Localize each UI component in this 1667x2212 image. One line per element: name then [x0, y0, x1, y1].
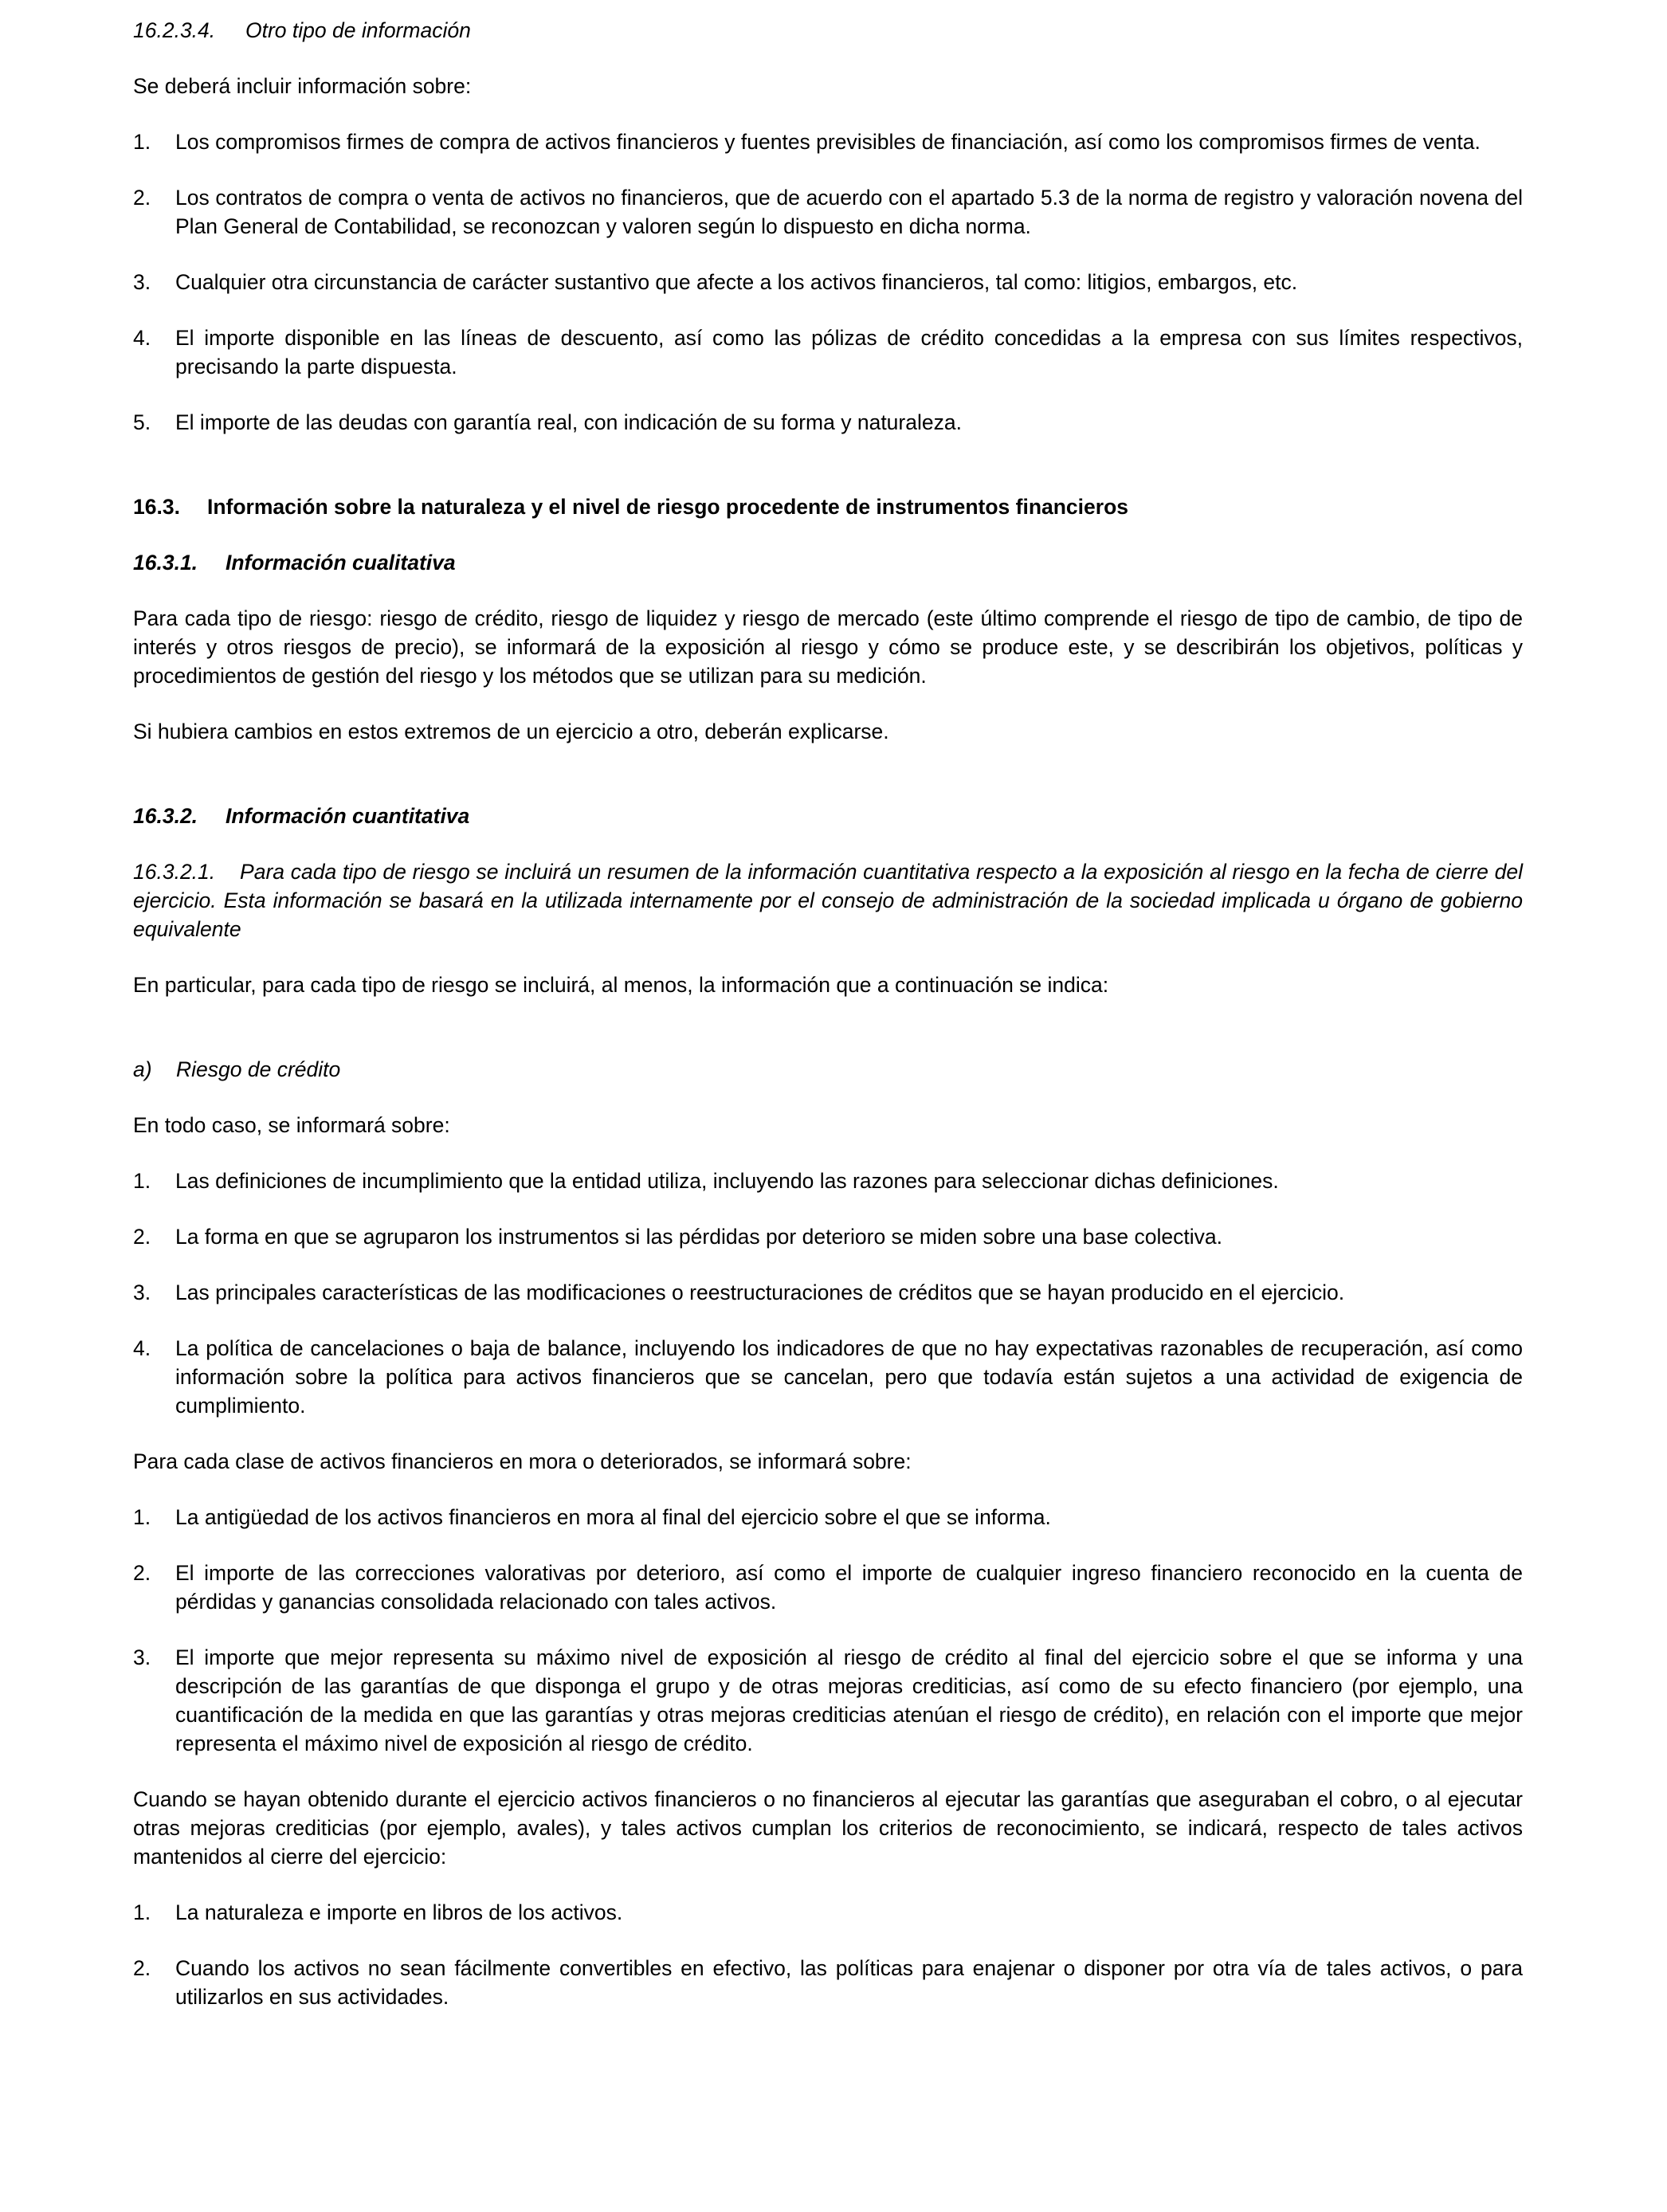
- list-text: El importe de las deudas con garantía real, con indicación de su forma y naturaleza.: [175, 410, 962, 434]
- list-text: El importe disponible en las líneas de descuento, así como las pólizas de crédito concedidas a la empresa con sus límites respectivos, precisando la parte dispuesta.: [175, 326, 1523, 378]
- list-text: El importe de las correcciones valorativas por deterioro, así como el importe de cualquier ingreso financiero reconocido en la cuenta de pérdidas y ganancias consolidada relacionado con tales activos.: [175, 1561, 1523, 1614]
- subheading-title: Riesgo de crédito: [176, 1057, 341, 1081]
- list-item: [133, 1643, 1523, 1758]
- document-page: [133, 16, 1523, 2011]
- list-number: 1.: [133, 1169, 151, 1193]
- subheading-letter: a): [133, 1057, 152, 1081]
- list-number: 2.: [133, 1561, 151, 1585]
- list-item: [133, 1167, 1523, 1195]
- list-number: 3.: [133, 1281, 151, 1304]
- paragraph: Para cada clase de activos financieros en mora o deteriorados, se informará sobre:: [133, 1449, 912, 1473]
- section-number: 16.3.2.: [133, 804, 198, 828]
- list-number: 2.: [133, 1225, 151, 1249]
- paragraph: Se deberá incluir información sobre:: [133, 74, 472, 98]
- paragraph: En todo caso, se informará sobre:: [133, 1113, 450, 1137]
- list-number: 2.: [133, 186, 151, 210]
- subsection-paragraph-16-3-2-1: [133, 857, 1523, 943]
- list-number: 4.: [133, 1336, 151, 1360]
- paragraph: Si hubiera cambios en estos extremos de un ejercicio a otro, deberán explicarse.: [133, 720, 889, 743]
- list-number: 1.: [133, 130, 151, 154]
- list-item: [133, 1222, 1523, 1251]
- list-text: Cuando los activos no sean fácilmente convertibles en efectivo, las políticas para enajenar o disponer por otra vía de tales activos, o para utilizarlos en sus actividades.: [175, 1956, 1523, 2009]
- list-number: 1.: [133, 1900, 151, 1924]
- section-heading-16-2-3-4: [133, 16, 1523, 45]
- list-item: [133, 183, 1523, 241]
- list-text: Los contratos de compra o venta de activos no financieros, que de acuerdo con el apartado 5.3 de la norma de registro y valoración novena del Plan General de Contabilidad, se reconozcan y valoren según lo dispuesto en dicha norma.: [175, 186, 1523, 238]
- list-item: [133, 268, 1523, 296]
- list-text: La política de cancelaciones o baja de balance, incluyendo los indicadores de que no hay expectativas razonables de recuperación, así como información sobre la política para activos financieros que se cancelan, pero que todavía están sujetos a una actividad de exigencia de cumplimiento.: [175, 1336, 1523, 1418]
- list-item: [133, 1334, 1523, 1420]
- list-number: 4.: [133, 326, 151, 350]
- paragraph: Cuando se hayan obtenido durante el ejercicio activos financieros o no financieros al ejecutar las garantías que aseguraban el cobro, o al ejecutar otras mejoras crediticias (por ejemplo, avales), y tales activos cumplan los criterios de reconocimiento, se indicará, respecto de tales activos mantenidos al cierre del ejercicio:: [133, 1787, 1523, 1869]
- list-number: 3.: [133, 270, 151, 294]
- section-number: 16.3.1.: [133, 551, 198, 575]
- list-item: [133, 1278, 1523, 1307]
- list-text: Las principales características de las modificaciones o reestructuraciones de créditos que se hayan producido en el ejercicio.: [175, 1281, 1345, 1304]
- section-title: Información cuantitativa: [226, 804, 470, 828]
- list-number: 2.: [133, 1956, 151, 1980]
- list-item: [133, 1503, 1523, 1532]
- section-title: Información cualitativa: [226, 551, 456, 575]
- list-item: [133, 324, 1523, 381]
- paragraph: Para cada tipo de riesgo: riesgo de crédito, riesgo de liquidez y riesgo de mercado (este último comprende el riesgo de tipo de cambio, de tipo de interés y otros riesgos de precio), se informará de la exposición al riesgo y cómo se produce este, y se describirán los objetivos, políticas y procedimientos de gestión del riesgo y los métodos que se utilizan para su medición.: [133, 606, 1523, 688]
- list-text: La forma en que se agruparon los instrumentos si las pérdidas por deterioro se miden sobre una base colectiva.: [175, 1225, 1222, 1249]
- list-number: 1.: [133, 1505, 151, 1529]
- list-text: La antigüedad de los activos financieros en mora al final del ejercicio sobre el que se informa.: [175, 1505, 1051, 1529]
- list-text: El importe que mejor representa su máximo nivel de exposición al riesgo de crédito al final del ejercicio sobre el que se informa y una descripción de las garantías de que disponga el grupo y de otras mejoras crediticias, así como de su efecto financiero (por ejemplo, una cuantificación de la medida en que las garantías y otras mejoras crediticias atenúan el riesgo de crédito), en relación con el importe que mejor representa el máximo nivel de exposición al riesgo de crédito.: [175, 1645, 1523, 1755]
- section-title: Información sobre la naturaleza y el nivel de riesgo procedente de instrumentos financieros: [207, 495, 1129, 519]
- subsection-text: Para cada tipo de riesgo se incluirá un resumen de la información cuantitativa respecto a la exposición al riesgo en la fecha de cierre del ejercicio. Esta información se basará en la utilizada internamente por el consejo de administración de la sociedad implicada u órgano de gobierno equivalente: [133, 860, 1523, 941]
- list-text: Cualquier otra circunstancia de carácter sustantivo que afecte a los activos financieros, tal como: litigios, embargos, etc.: [175, 270, 1298, 294]
- section-heading-16-3-2: [133, 802, 1523, 830]
- section-heading-16-3-1: [133, 548, 1523, 577]
- subsection-number: 16.3.2.1.: [133, 860, 216, 884]
- list-number: 3.: [133, 1645, 151, 1669]
- subheading-credit-risk: [133, 1055, 1523, 1084]
- list-text: Los compromisos firmes de compra de activos financieros y fuentes previsibles de financiación, así como los compromisos firmes de venta.: [175, 130, 1481, 154]
- list-item: [133, 1559, 1523, 1616]
- list-number: 5.: [133, 410, 151, 434]
- list-text: Las definiciones de incumplimiento que la entidad utiliza, incluyendo las razones para seleccionar dichas definiciones.: [175, 1169, 1279, 1193]
- paragraph: En particular, para cada tipo de riesgo se incluirá, al menos, la información que a continuación se indica:: [133, 973, 1109, 997]
- section-title: Otro tipo de información: [245, 18, 471, 42]
- section-heading-16-3: [133, 492, 1523, 521]
- section-number: 16.2.3.4.: [133, 18, 216, 42]
- list-text: La naturaleza e importe en libros de los activos.: [175, 1900, 623, 1924]
- section-number: 16.3.: [133, 495, 180, 519]
- list-item: [133, 127, 1523, 156]
- list-item: [133, 408, 1523, 437]
- list-item: [133, 1954, 1523, 2011]
- list-item: [133, 1898, 1523, 1927]
